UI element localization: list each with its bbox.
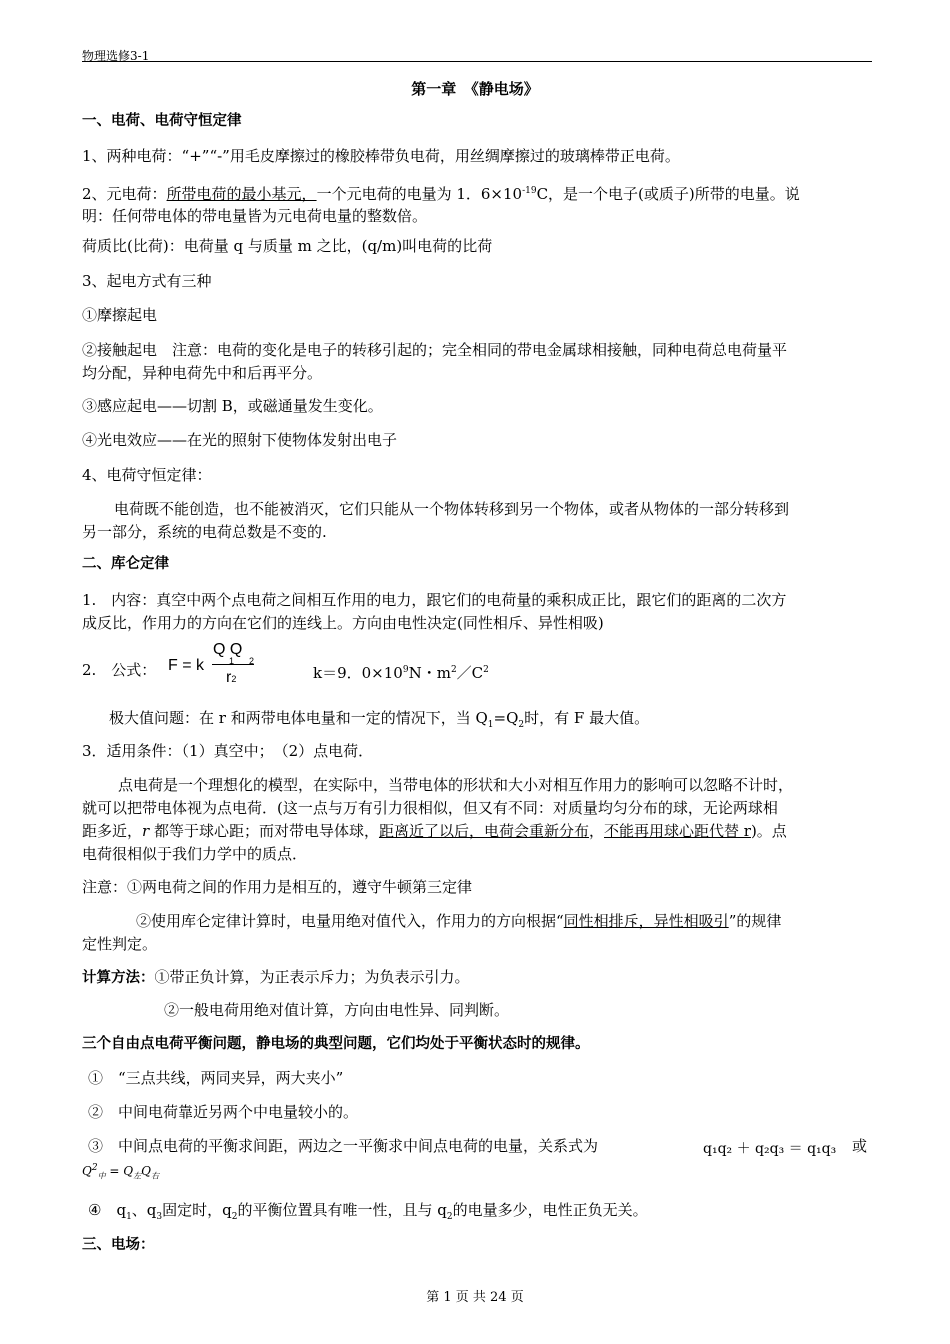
text: 的平衡位置具有唯一性，且与 q xyxy=(237,1201,447,1219)
text: 极大值问题：在 r 和两带电体电量和一定的情况下，当 Q xyxy=(109,709,488,727)
formula-sub2: 2 xyxy=(249,656,255,666)
fraction-bar xyxy=(212,664,254,665)
list-item: ② 中间电荷靠近另两个中电量较小的。 xyxy=(88,1103,359,1121)
note: 注意：①两电荷之间的作用力是相互的，遵守牛顿第三定律 xyxy=(82,878,473,896)
text: 或 xyxy=(852,1137,868,1155)
paragraph: 3．适用条件：（1）真空中； （2）点电荷． xyxy=(82,742,374,760)
text: 2、元电荷： xyxy=(82,185,167,203)
list-item: ③ 中间点电荷的平衡求间距，两边之一平衡求中间点电荷的电量，关系式为 xyxy=(88,1137,599,1155)
exponent: 9 xyxy=(402,665,409,675)
paragraph: ①摩擦起电 xyxy=(82,306,158,324)
underlined-text: 同性相排斥，异性相吸引 xyxy=(563,912,729,930)
text: N・m xyxy=(408,664,451,682)
paragraph: 电荷很相似于我们力学中的质点． xyxy=(82,845,308,863)
text: =Q xyxy=(493,709,519,727)
paragraph xyxy=(82,707,872,736)
text: ①带正负计算，为正表示斥力；为负表示引力。 xyxy=(154,968,470,986)
text: 一个元电荷的电量为 1．6×10 xyxy=(316,185,523,203)
chapter-title: 第一章 《静电场》 xyxy=(411,80,539,98)
paragraph: 电荷既不能创造，也不能被消灭，它们只能从一个物体转移到另一个物体，或者从物体的一部分转移到 xyxy=(114,500,790,518)
paragraph: 均分配，异种电荷先中和后再平分。 xyxy=(82,364,323,382)
text: k＝9．0×10 xyxy=(313,664,403,682)
calc-method: ②一般电荷用绝对值计算，方向由电性异、同判断。 xyxy=(164,1001,510,1019)
list-item: ① “三点共线，两同夹异，两大夹小” xyxy=(88,1069,344,1087)
paragraph: 明：任何带电体的带电量皆为元电荷电量的整数倍。 xyxy=(82,207,428,225)
paragraph: ②接触起电 注意：电荷的变化是电子的转移引起的；完全相同的带电金属球相接触，同种电荷总电荷量平 xyxy=(82,341,788,359)
calc-method xyxy=(82,966,872,989)
underlined-text: 所带电荷的最小基元， xyxy=(166,185,317,203)
note xyxy=(82,910,872,932)
subscript: 2 xyxy=(518,720,525,730)
text: ②使用库仑定律计算时，电量用绝对值代入，作用力的方向根据“ xyxy=(136,912,564,930)
text: ④ q xyxy=(88,1201,127,1219)
page-number: 第 1 页 共 24 页 xyxy=(426,1290,524,1305)
text: 、q xyxy=(131,1201,157,1219)
text: 的电量多少，电性正负无关。 xyxy=(452,1201,648,1219)
text: ／C xyxy=(456,664,484,682)
exponent: 2 xyxy=(483,665,489,675)
paragraph: 另一部分，系统的电荷总数是不变的. xyxy=(82,523,327,541)
subscript: 2 xyxy=(231,1212,238,1222)
paragraph: 点电荷是一个理想化的模型，在实际中，当带电体的形状和大小对相互作用力的影响可以忽略不计时， xyxy=(118,776,794,794)
text: Q xyxy=(82,1164,92,1178)
section-heading-charge: 一、电荷、电荷守恒定律 xyxy=(82,113,242,129)
running-header: 物理选修3-1 xyxy=(82,49,150,63)
formula-lhs: F = k xyxy=(168,657,205,674)
section-heading-field: 三、电场： xyxy=(82,1237,155,1253)
formula-sub1: 1 xyxy=(229,656,235,666)
relation-equation: q₁q₂ ＋ q₂q₃ ＝ q₁q₃ xyxy=(703,1141,837,1157)
paragraph: 荷质比(比荷)：电荷量 q 与质量 m 之比，(q/m)叫电荷的比荷 xyxy=(82,237,493,255)
subscript: 3 xyxy=(156,1212,163,1222)
formula-denominator xyxy=(226,669,236,687)
subscript: 中 xyxy=(97,1171,106,1181)
section-heading-coulomb: 二、库仑定律 xyxy=(82,556,169,572)
paragraph: 1、两种电荷：“+”“-”用毛皮摩擦过的橡胶棒带负电荷，用丝绸摩擦过的玻璃棒带正电荷。 xyxy=(82,147,680,165)
underlined-text: 距离近了以后，电荷会重新分布 xyxy=(378,822,589,840)
paragraph xyxy=(82,180,872,205)
subscript: 2 xyxy=(446,1212,453,1222)
paragraph xyxy=(82,820,872,842)
exponent: 2 xyxy=(231,674,237,684)
underlined-text: 不能再用球心距代替 r xyxy=(604,822,751,840)
header-rule xyxy=(82,61,872,62)
formula-label: 2. 公式： xyxy=(82,661,157,679)
exponent: 2 xyxy=(450,665,457,675)
note: 定性判定。 xyxy=(82,935,158,953)
subheading: 三个自由点电荷平衡问题，静电场的典型问题，它们均处于平衡状态时的规律。 xyxy=(82,1036,590,1052)
relation-equation-2 xyxy=(82,1163,159,1181)
exponent: -19 xyxy=(522,186,537,196)
text: Q xyxy=(141,1164,151,1178)
text: ”的规律 xyxy=(728,912,782,930)
paragraph: 4、电荷守恒定律： xyxy=(82,466,212,484)
paragraph: ③感应起电——切割 B，或磁通量发生变化。 xyxy=(82,397,383,415)
text: 固定时，q xyxy=(162,1201,232,1219)
label: 计算方法： xyxy=(82,970,155,986)
text: ， xyxy=(588,822,604,840)
text: 距多近， xyxy=(82,822,143,840)
paragraph: ④光电效应——在光的照射下使物体发射出电子 xyxy=(82,431,398,449)
k-constant xyxy=(313,659,563,684)
text: r xyxy=(226,669,232,686)
subscript: 1 xyxy=(126,1212,132,1222)
paragraph: 就可以把带电体视为点电荷．(这一点与万有引力很相似，但又有不同：对质量均匀分布的球，无论两球相 xyxy=(82,799,778,817)
paragraph: 3、起电方式有三种 xyxy=(82,272,212,290)
text: 都等于球心距；而对带电导体球， xyxy=(149,822,379,840)
text: C，是一个电子(或质子)所带的电量。说 xyxy=(536,185,800,203)
italic-text: r xyxy=(142,822,150,840)
subscript: 1 xyxy=(487,720,494,730)
subscript: 左 xyxy=(133,1171,142,1181)
text: Q Q xyxy=(213,641,243,658)
subscript: 右 xyxy=(150,1171,159,1181)
list-item xyxy=(82,1199,872,1228)
text: = Q xyxy=(105,1164,134,1178)
text: 时，有 F 最大值。 xyxy=(524,709,650,727)
formula-numerator xyxy=(213,641,242,659)
paragraph: 成反比，作用力的方向在它们的连线上。方向由电性决定(同性相斥、异性相吸) xyxy=(82,614,604,632)
paragraph: 1. 内容：真空中两个点电荷之间相互作用的电力，跟它们的电荷量的乘积成正比，跟它们的距离的二次方 xyxy=(82,591,787,609)
text: )。点 xyxy=(750,822,787,840)
exponent: 2 xyxy=(91,1163,98,1173)
